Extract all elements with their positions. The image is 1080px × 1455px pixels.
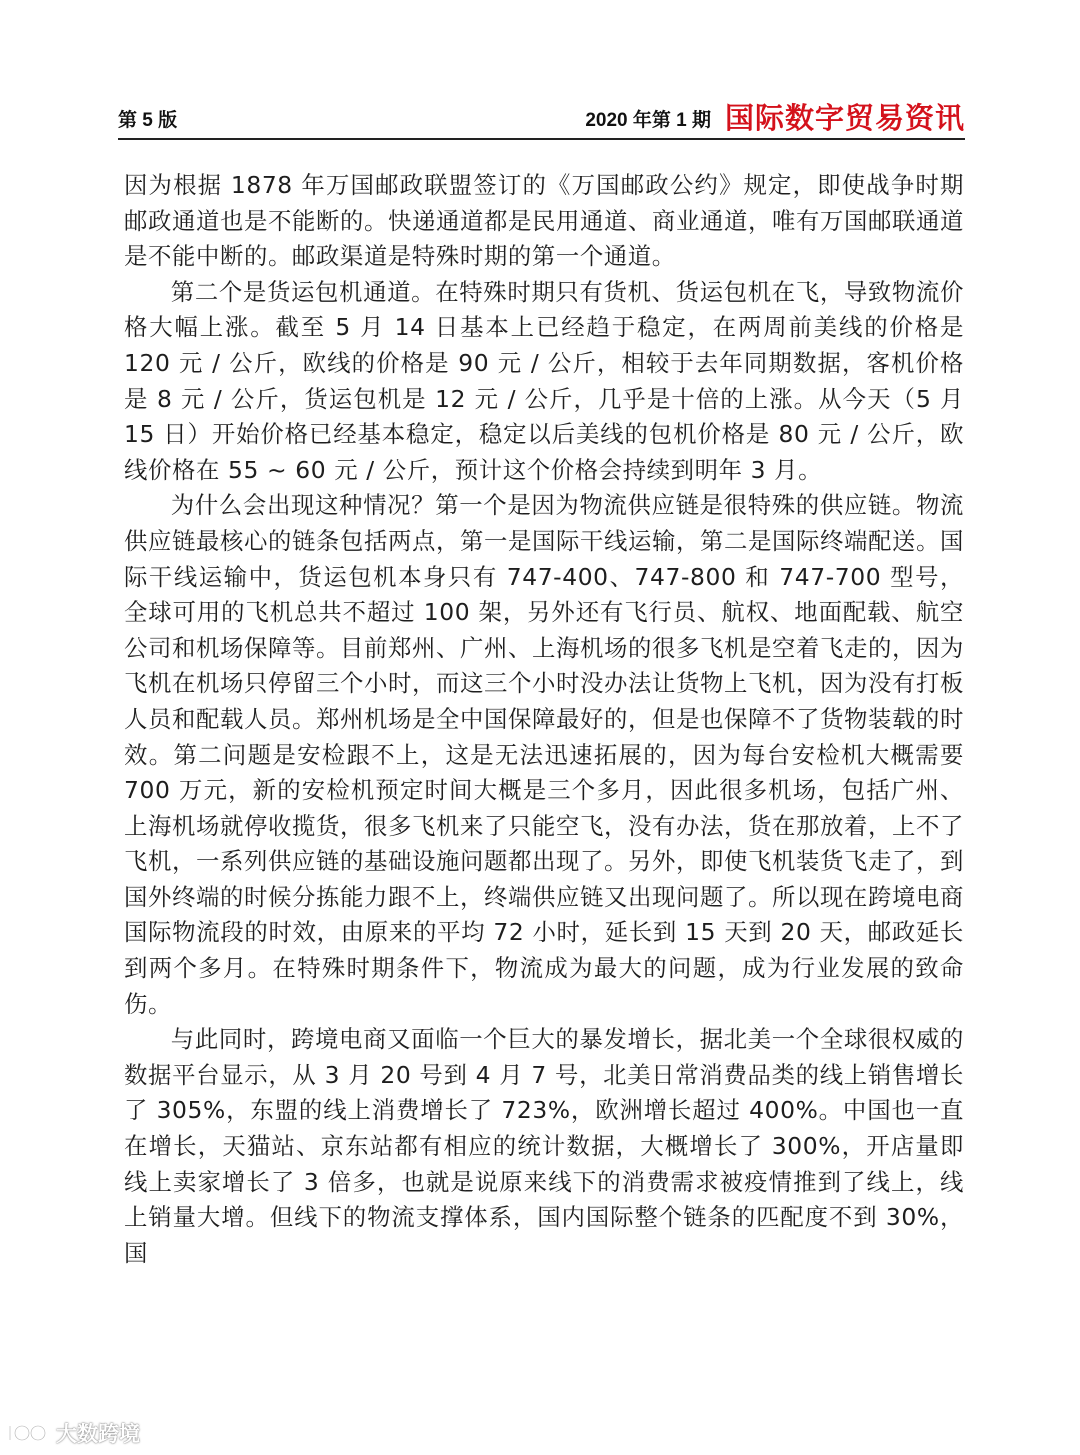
page-header xyxy=(118,96,965,136)
header-divider xyxy=(118,138,965,140)
paragraph: 第二个是货运包机通道。在特殊时期只有货机、货运包机在飞，导致物流价格大幅上涨。截至 5 月 14 日基本上已经趋于稳定，在两周前美线的价格是 120 元 / 公斤，欧线的价格是 90 元 / 公斤，相较于去年同期数据，客机价格是 8 元 / 公斤，货运包机是 12 元 / 公斤，几乎是十倍的上涨。从今天（5 月 15 日）开始价格已经基本稳定，稳定以后美线的包机价格是 80 元 / 公斤，欧线价格在 55 ~ 60 元 / 公斤，预计这个价格会持续到明年 3 月。 xyxy=(124,277,964,484)
paragraph: 与此同时，跨境电商又面临一个巨大的暴发增长，据北美一个全球很权威的数据平台显示，从 3 月 20 号到 4 月 7 号，北美日常消费品类的线上销售增长了 305%，东盟的线上消费增长了 723%，欧洲增长超过 400%。中国也一直在增长，天猫站、京东站都有相应的统计数据，大概增长了 300%，开店量即线上卖家增长了 3 倍多，也就是说原来线下的消费需求被疫情推到了线上，线上销量大增。但线下的物流支撑体系，国内国际整个链条的匹配度不到 30%，国 xyxy=(124,1025,964,1267)
article-body xyxy=(124,168,964,1271)
watermark xyxy=(6,1418,140,1448)
masthead-title: 国际数字贸易资讯 xyxy=(724,101,965,135)
header-right xyxy=(585,100,965,136)
watermark-logo-icon xyxy=(6,1420,50,1446)
edition-label: 第 5 版 xyxy=(118,110,178,131)
paragraph: 因为根据 1878 年万国邮政联盟签订的《万国邮政公约》规定，即使战争时期邮政通道也是不能断的。快递通道都是民用通道、商业通道，唯有万国邮联通道是不能中断的。邮政渠道是特殊时期的第一个通道。 xyxy=(124,171,964,271)
watermark-text: 大数跨境 xyxy=(56,1422,140,1446)
paragraph: 为什么会出现这种情况？第一个是因为物流供应链是很特殊的供应链。物流供应链最核心的链条包括两点，第一是国际干线运输，第二是国际终端配送。国际干线运输中，货运包机本身只有 747-400、747-800 和 747-700 型号，全球可用的飞机总共不超过 100 架，另外还有飞行员、航权、地面配载、航空公司和机场保障等。目前郑州、广州、上海机场的很多飞机是空着飞走的，因为飞机在机场只停留三个小时，而这三个小时没办法让货物上飞机，因为没有打板人员和配载人员。郑州机场是全中国保障最好的，但是也保障不了货物装载的时效。第二问题是安检跟不上，这是无法迅速拓展的，因为每台安检机大概需要 700 万元，新的安检机预定时间大概是三个多月，因此很多机场，包括广州、上海机场就停收揽货，很多飞机来了只能空飞，没有办法，货在那放着，上不了飞机，一系列供应链的基础设施问题都出现了。另外，即使飞机装货飞走了，到国外终端的时候分拣能力跟不上，终端供应链又出现问题了。所以现在跨境电商国际物流段的时效，由原来的平均 72 小时，延长到 15 天到 20 天，邮政延长到两个多月。在特殊时期条件下，物流成为最大的问题，成为行业发展的致命伤。 xyxy=(124,491,964,1018)
issue-label: 2020 年第 1 期 xyxy=(585,110,711,131)
